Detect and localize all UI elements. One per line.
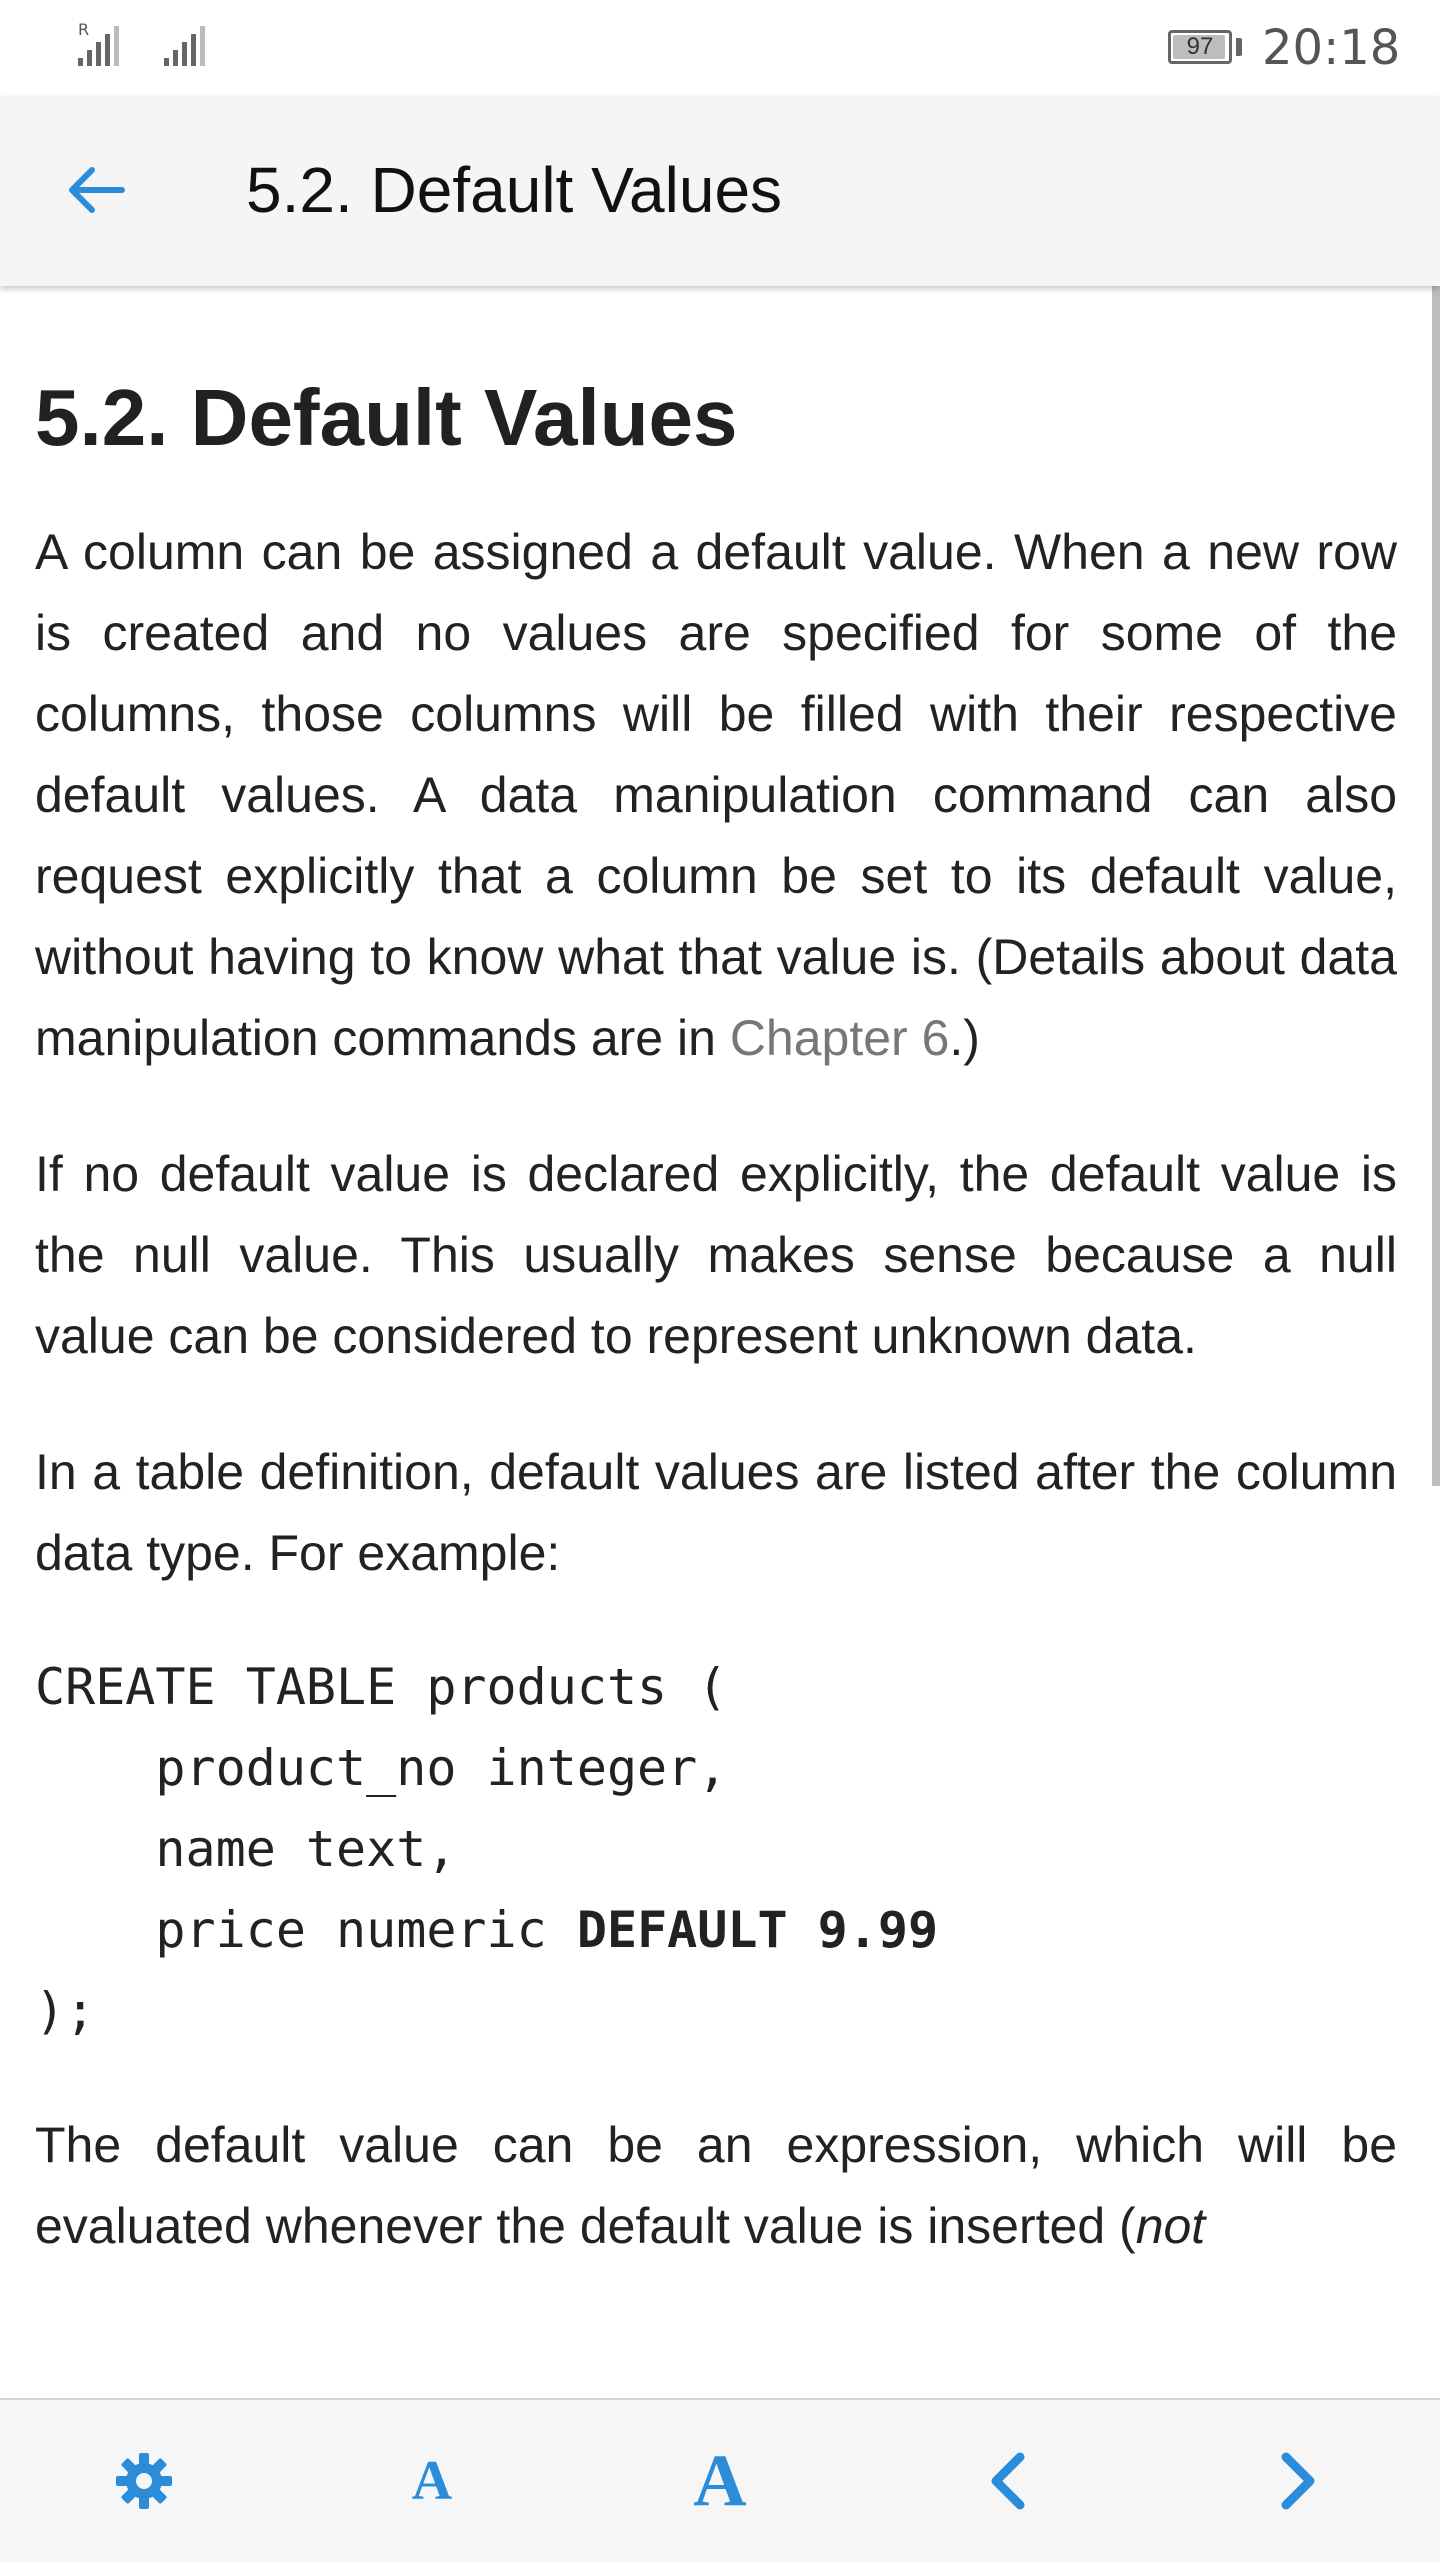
- font-increase-icon: A: [693, 2439, 747, 2522]
- settings-button[interactable]: [72, 2400, 216, 2562]
- battery-tip: [1236, 38, 1242, 56]
- font-decrease-icon: A: [411, 2450, 453, 2512]
- bottom-toolbar: [0, 2398, 1440, 2562]
- font-decrease-button[interactable]: [360, 2400, 504, 2562]
- font-increase-button[interactable]: [648, 2400, 792, 2562]
- next-page-button[interactable]: [1224, 2400, 1368, 2562]
- paragraph-3: In a table definition, default values are listed after the column data type. For example:: [35, 1444, 1397, 1581]
- page-heading: 5.2. Default Values: [35, 373, 738, 462]
- previous-page-button[interactable]: [938, 2400, 1082, 2562]
- chapter-6-link[interactable]: Chapter 6: [729, 1010, 950, 1066]
- code-block: [35, 1647, 1397, 2052]
- status-bar: [0, 0, 1440, 96]
- battery-icon: [1168, 30, 1232, 64]
- code-line: CREATE TABLE products (: [35, 1658, 728, 1716]
- code-line: product_no integer,: [35, 1739, 728, 1797]
- app-bar-title: 5.2. Default Values: [246, 154, 783, 226]
- chevron-right-icon: [1264, 2449, 1328, 2513]
- signal-strength-icon-sim1: [76, 22, 124, 75]
- signal-strength-icon-sim2: [162, 22, 210, 75]
- paragraph-1-text: A column can be assigned a default value. When a new row is created and no values are specified for some of the columns, those columns will be filled with their respective default values. A data manipulation command can also request explicitly that a column be set to its default value, without having to know what that value is. (Details about data manipulation commands are in: [35, 524, 1397, 1066]
- code-line: price numeric: [35, 1901, 577, 1959]
- code-line: );: [35, 1982, 96, 2040]
- back-button[interactable]: [54, 148, 138, 232]
- status-clock: 20:18: [1262, 20, 1401, 76]
- roaming-indicator: R: [78, 20, 90, 39]
- paragraph-2: If no default value is declared explicitly, the default value is the null value. This usually makes sense because a null value can be considered to represent unknown data.: [35, 1146, 1397, 1364]
- battery-level: 97: [1186, 33, 1214, 60]
- scrollbar[interactable]: [1432, 286, 1440, 1486]
- paragraph-1: [35, 512, 1397, 1079]
- arrow-left-icon: [54, 148, 138, 232]
- paragraph-4: [35, 2105, 1397, 2267]
- paragraph-4-text: The default value can be an expression, which will be evaluated whenever the default value is inserted (: [35, 2117, 1397, 2254]
- code-keyword-default: DEFAULT 9.99: [576, 1901, 939, 1959]
- document-content: [35, 286, 1397, 2267]
- paragraph-4-emphasis: not: [1135, 2198, 1206, 2254]
- app-bar: [0, 96, 1440, 286]
- chevron-left-icon: [978, 2449, 1042, 2513]
- paragraph-1-suffix: .): [949, 1010, 980, 1066]
- code-line: name text,: [35, 1820, 457, 1878]
- gear-icon: [112, 2449, 176, 2513]
